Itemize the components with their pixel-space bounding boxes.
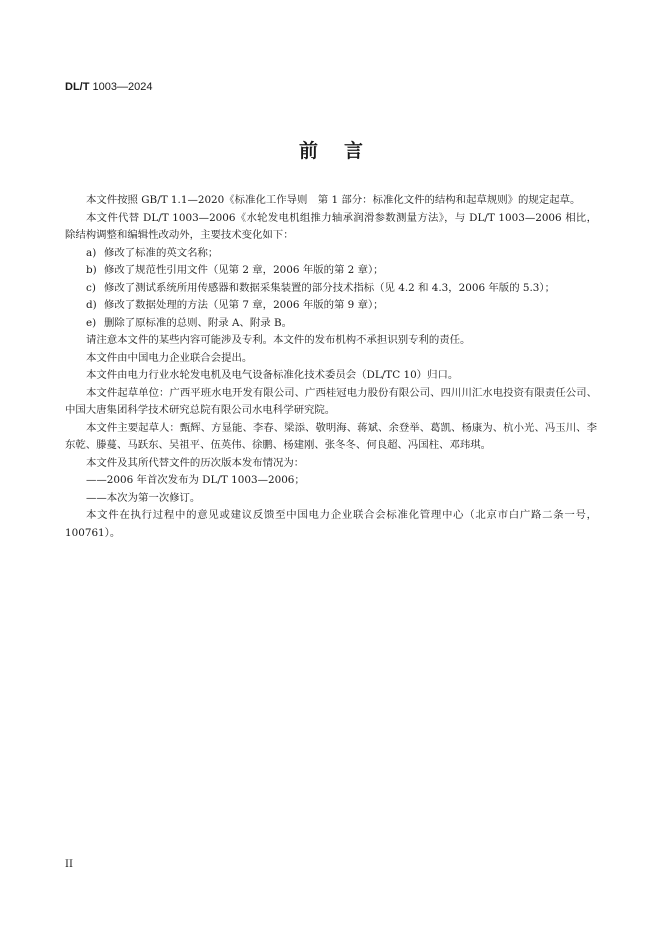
- change-item: [65, 297, 597, 315]
- page-number: II: [65, 859, 73, 870]
- change-item: [65, 262, 597, 280]
- change-item: [65, 315, 597, 333]
- history-item: ——本次为第一次修订。: [86, 491, 201, 504]
- paragraph-proposer: 本文件由中国电力企业联合会提出。: [86, 351, 253, 364]
- history-item: ——2006 年首次发布为 DL/T 1003—2006；: [86, 474, 305, 486]
- change-item-mark: c): [86, 281, 96, 294]
- standard-code: [65, 81, 152, 93]
- page-title: 前言: [298, 140, 389, 162]
- paragraph-feedback: 本文件在执行过程中的意见或建议反馈至中国电力企业联合会标准化管理中心（北京市白广路二条一号，100761）。: [65, 509, 597, 539]
- paragraph-drafting-organizations: 本文件起草单位：广西平班水电开发有限公司、广西桂冠电力股份有限公司、四川川汇水电投资有限责任公司、中国大唐集团科学技术研究总院有限公司水电科学研究院。: [65, 386, 597, 416]
- standard-code-number: 1003—2024: [92, 81, 153, 93]
- change-item-text: 修改了数据处理的方法（见第 7 章，2006 年版的第 9 章）；: [104, 299, 384, 311]
- change-item-text: 删除了原标准的总则、附录 A、附录 B。: [104, 316, 292, 329]
- change-item-mark: b): [86, 264, 97, 276]
- foreword-body: [65, 192, 597, 542]
- change-item-mark: e): [86, 316, 97, 329]
- change-item: [65, 245, 597, 263]
- paragraph-replacement: 本文件代替 DL/T 1003—2006《水轮发电机组推力轴承润滑参数测量方法》，与 DL/T 1003—2006 相比，除结构调整和编辑性改动外，主要技术变化如下：: [65, 211, 597, 241]
- change-item-text: 修改了标准的英文名称；: [104, 246, 219, 259]
- paragraph-history-intro: 本文件及其所代替文件的历次版本发布情况为：: [86, 456, 305, 469]
- standard-code-prefix: DL/T: [65, 81, 90, 93]
- change-item-text: 修改了规范性引用文件（见第 2 章，2006 年版的第 2 章）；: [104, 264, 384, 276]
- change-item-mark: a): [86, 246, 97, 259]
- paragraph-technical-committee: 本文件由电力行业水轮发电机及电气设备标准化技术委员会（DL/TC 10）归口。: [86, 369, 459, 381]
- paragraph-drafters: 本文件主要起草人：甄辉、方显能、李春、梁添、敬明海、蒋斌、余登举、葛凯、杨康为、杭小光、冯玉川、李东乾、滕蔓、马跃东、吴祖平、伍英伟、徐鹏、杨建刚、张冬冬、何良超、冯国柱、邓玮琪。: [65, 421, 597, 451]
- paragraph-drafting-rules: 本文件按照 GB/T 1.1—2020《标准化工作导则 第 1 部分：标准化文件的结构和起草规则》的规定起草。: [86, 194, 581, 206]
- change-item-mark: d): [86, 299, 97, 311]
- change-item-text: 修改了测试系统所用传感器和数据采集装置的部分技术指标（见 4.2 和 4.3，2006 年版的 5.3）；: [104, 281, 555, 294]
- change-item: [65, 280, 597, 298]
- paragraph-patent-notice: 请注意本文件的某些内容可能涉及专利。本文件的发布机构不承担识别专利的责任。: [86, 334, 471, 346]
